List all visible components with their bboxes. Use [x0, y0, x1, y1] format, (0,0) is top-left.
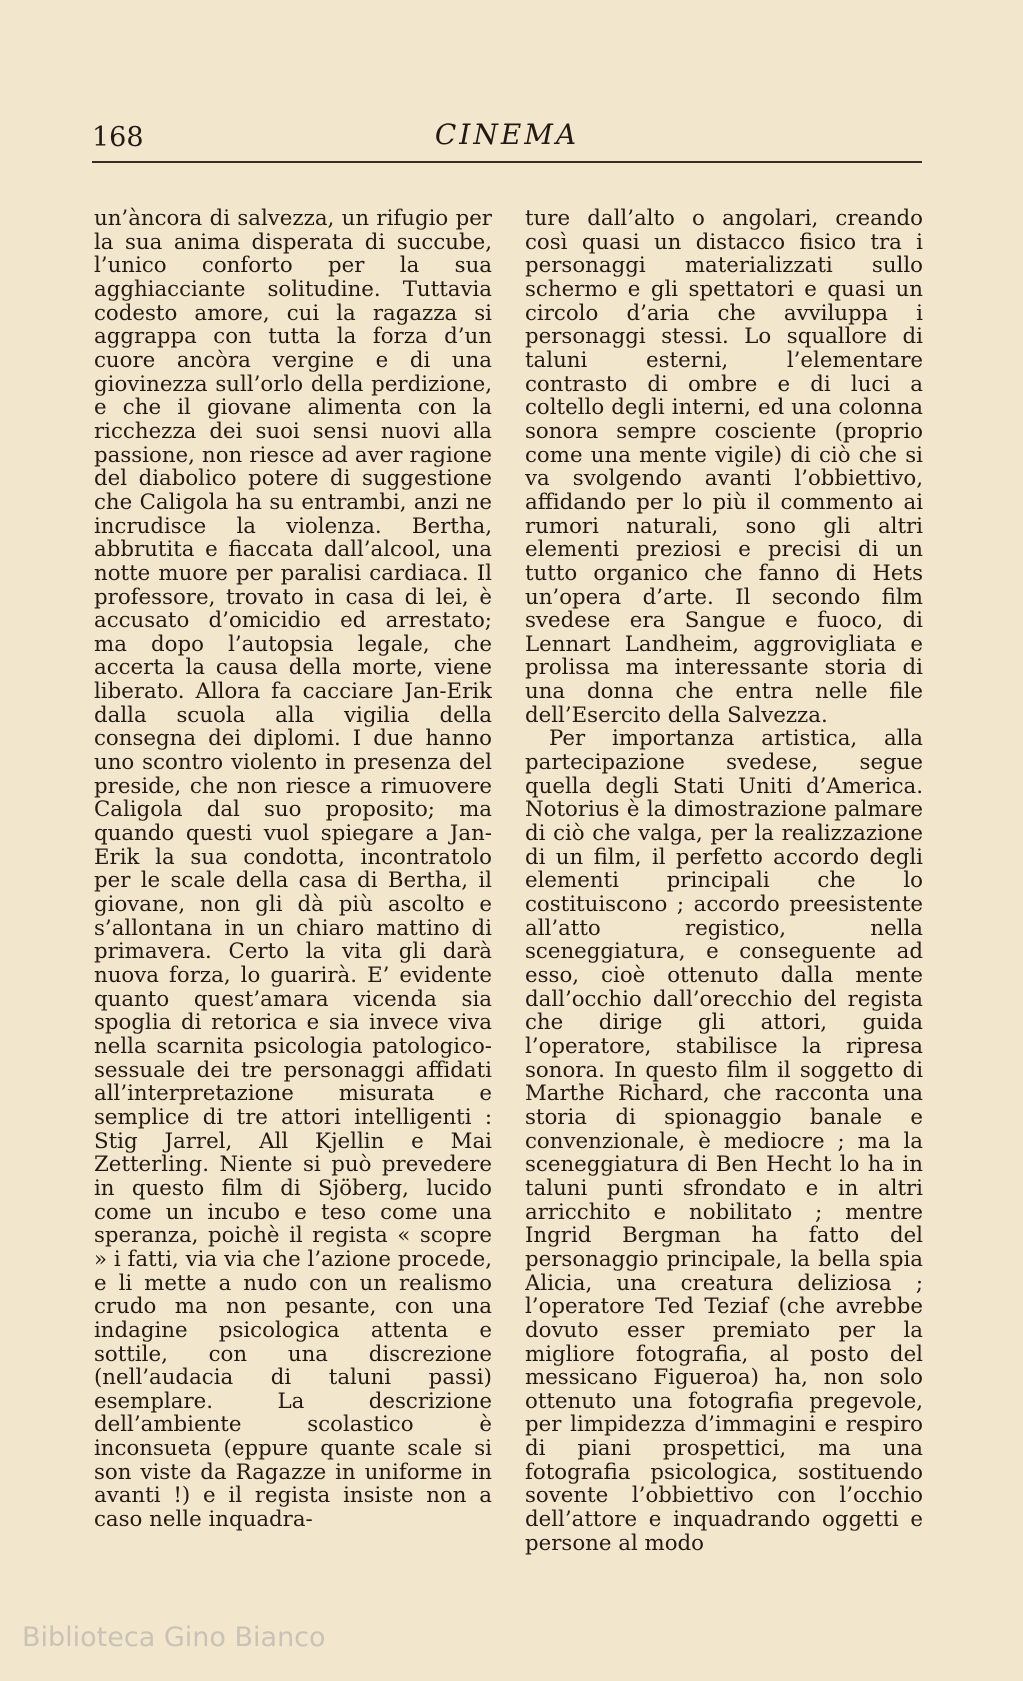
- header-rule: [92, 161, 922, 163]
- page-header: [92, 118, 922, 162]
- right-column: [525, 207, 923, 1585]
- paragraph: ture dall’alto o angolari, creando così quasi un distacco fisico tra i personaggi materializzati sullo schermo e gli spettatori e quasi un circolo d’aria che avviluppa i personaggi stessi. Lo squallore di taluni esterni, l’elementare contrasto di ombre e di luci a coltello degli interni, ed una colonna sonora sempre cosciente (proprio come una mente vigile) di ciò che si va svolgendo avanti l’obbiettivo, affidando per lo più il commento ai rumori naturali, sono gli altri elementi preziosi e precisi di un tutto organico che fanno di Hets un’opera d’arte. Il secondo film svedese era Sangue e fuoco, di Lennart Landheim, aggrovigliata e prolissa ma interessante storia di una donna che entra nelle file dell’Esercito della Salvezza.: [525, 207, 923, 728]
- library-watermark: Biblioteca Gino Bianco: [22, 1622, 326, 1653]
- paragraph: un’àncora di salvezza, un rifugio per la sua anima disperata di succube, l’unico conforto per la sua agghiacciante solitudine. Tuttavia codesto amore, cui la ragazza si aggrappa con tutta la forza d’un cuore ancòra vergine e di una giovinezza sull’orlo della perdizione, e che il giovane alimenta con la ricchezza dei suoi sensi nuovi alla passione, non riesce ad aver ragione del diabolico potere di suggestione che Caligola ha su entrambi, anzi ne incrudisce la violenza. Bertha, abbrutita e fiaccata dall’alcool, una notte muore per paralisi cardiaca. Il professore, trovato in casa di lei, è accusato d’omicidio ed arrestato; ma dopo l’autopsia legale, che accerta la causa della morte, viene liberato. Allora fa cacciare Jan-Erik dalla scuola alla vigilia della consegna dei diplomi. I due hanno uno scontro violento in presenza del preside, che non riesce a rimuovere Caligola dal suo proposito; ma quando questi vuol spiegare a Jan-Erik la sua condotta, incontratolo per le scale della casa di Bertha, il giovane, non gli dà più ascolto e s’allontana in un chiaro mattino di primavera. Certo la vita gli darà nuova forza, lo guarirà. E’ evidente quanto quest’amara vicenda sia spoglia di retorica e sia invece viva nella scarnita psicologia patologico-sessuale dei tre personaggi affidati all’interpretazione misurata e semplice di tre attori intelligenti : Stig Jarrel, All Kjellin e Mai Zetterling. Niente si può prevedere in questo film di Sjöberg, lucido come un incubo e teso come una speranza, poichè il regista « scopre » i fatti, via via che l’azione procede, e li mette a nudo con un realismo crudo ma non pesante, con una indagine psicologica attenta e sottile, con una discrezione (nell’audacia di taluni passi) esemplare. La descrizione dell’ambiente scolastico è inconsueta (eppure quante scale si son viste da Ragazze in uniforme in avanti !) e il regista insiste non a caso nelle inquadra-: [94, 207, 492, 1533]
- running-title: CINEMA: [434, 118, 580, 151]
- left-column: [94, 207, 492, 1585]
- page-number: 168: [92, 122, 144, 153]
- paragraph: Per importanza artistica, alla partecipazione svedese, segue quella degli Stati Uniti d’America. Notorius è la dimostrazione palmare di ciò che valga, per la realizzazione di un film, il perfetto accordo degli elementi principali che lo costituiscono ; accordo preesistente all’atto registico, nella sceneggiatura, e conseguente ad esso, cioè ottenuto dalla mente dall’occhio dall’orecchio del regista che dirige gli attori, guida l’operatore, stabilisce la ripresa sonora. In questo film il soggetto di Marthe Richard, che racconta una storia di spionaggio banale e convenzionale, è mediocre ; ma la sceneggiatura di Ben Hecht lo ha in taluni punti sfrondato e in altri arricchito e nobilitato ; mentre Ingrid Bergman ha fatto del personaggio principale, la bella spia Alicia, una creatura deliziosa ; l’operatore Ted Teziaf (che avrebbe dovuto esser premiato per la migliore fotografia, al posto del messicano Figueroa) ha, non solo ottenuto una fotografia pregevole, per limpidezza d’immagini e respiro di piani prospettici, ma una fotografia psicologica, sostituendo sovente l’obbiettivo con l’occhio dell’attore e inquadrando oggetti e persone al modo: [525, 726, 923, 1556]
